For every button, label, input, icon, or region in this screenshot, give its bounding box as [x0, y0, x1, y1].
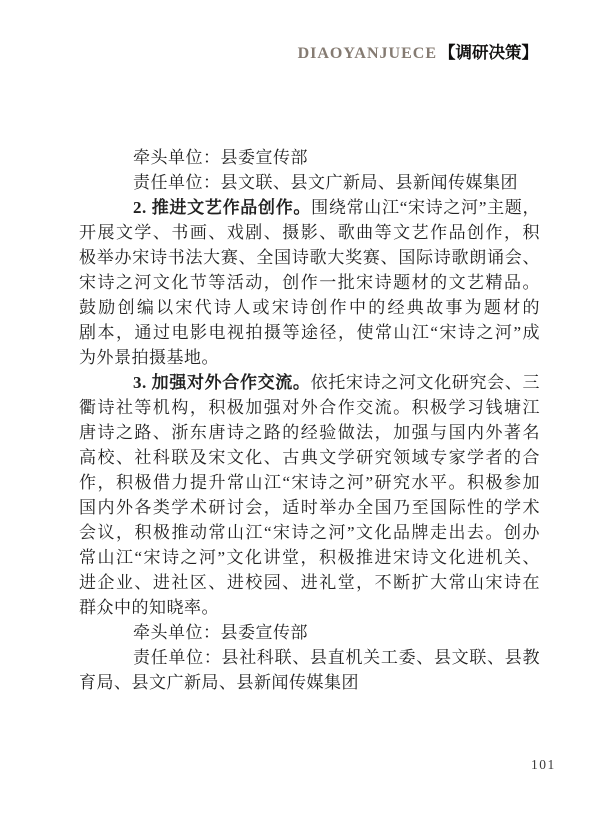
text-line [79, 195, 540, 220]
text-line [79, 295, 540, 320]
text-segment: 剧本，通过电影电视拍摄等途径，使常山江“宋诗之河”成 [79, 323, 540, 342]
text-segment: 唐诗之路、浙东唐诗之路的经验做法，加强与国内外著名 [79, 423, 540, 442]
text-line [79, 545, 540, 570]
bold-lead-in: 3. 加强对外合作交流。 [133, 373, 311, 392]
text-line [79, 245, 540, 270]
text-segment: 国内外各类学术研讨会，适时举办全国乃至国际性的学术 [79, 498, 540, 517]
text-line [79, 470, 540, 495]
text-line [79, 270, 540, 295]
text-line [79, 520, 540, 545]
text-segment: 责任单位：县文联、县文广新局、县新闻传媒集团 [133, 173, 518, 192]
text-segment: 作，积极借力提升常山江“宋诗之河”研究水平。积极参加 [79, 473, 540, 492]
text-segment: 牵头单位：县委宣传部 [133, 623, 308, 642]
text-segment: 会议，积极推动常山江“宋诗之河”文化品牌走出去。创办 [79, 523, 540, 542]
text-segment: 牵头单位：县委宣传部 [133, 148, 308, 167]
text-segment: 育局、县文广新局、县新闻传媒集团 [79, 673, 359, 692]
text-segment: 围绕常山江“宋诗之河”主题， [311, 198, 541, 217]
text-line [79, 595, 540, 620]
text-line [79, 170, 540, 195]
text-segment: 群众中的知晓率。 [79, 598, 219, 617]
journal-name-cjk: 【调研决策】 [439, 43, 538, 62]
text-segment: 依托宋诗之河文化研究会、三 [310, 373, 541, 392]
text-line [79, 495, 540, 520]
text-segment: 责任单位：县社科联、县直机关工委、县文联、县教 [133, 648, 540, 667]
text-line [79, 420, 540, 445]
text-line [79, 395, 540, 420]
page-number: 101 [531, 757, 556, 772]
text-segment: 极举办宋诗书法大赛、全国诗歌大奖赛、国际诗歌朗诵会、 [79, 248, 540, 267]
text-segment: 常山江“宋诗之河”文化讲堂，积极推进宋诗文化进机关、 [79, 548, 540, 567]
text-line [79, 145, 540, 170]
text-line [79, 570, 540, 595]
text-segment: 高校、社科联及宋文化、古典文学研究领域专家学者的合 [79, 448, 540, 467]
text-segment: 进企业、进社区、进校园、进礼堂，不断扩大常山宋诗在 [79, 573, 540, 592]
text-line [79, 445, 540, 470]
text-segment: 开展文学、书画、戏剧、摄影、歌曲等文艺作品创作，积 [79, 223, 540, 242]
text-line [79, 620, 540, 645]
text-line [79, 670, 540, 695]
text-line [79, 320, 540, 345]
bold-lead-in: 2. 推进文艺作品创作。 [133, 198, 312, 217]
text-segment: 鼓励创编以宋代诗人或宋诗创作中的经典故事为题材的 [79, 298, 540, 317]
page-header [298, 43, 538, 64]
text-line [79, 220, 540, 245]
body-text [79, 145, 540, 695]
text-segment: 为外景拍摄基地。 [79, 348, 219, 367]
text-line [79, 645, 540, 670]
journal-name-latin: DIAOYANJUECE [297, 45, 437, 62]
text-line [79, 370, 540, 395]
text-segment: 宋诗之河文化节等活动，创作一批宋诗题材的文艺精品。 [79, 273, 540, 292]
text-line [79, 345, 540, 370]
text-segment: 衢诗社等机构，积极加强对外合作交流。积极学习钱塘江 [79, 398, 540, 417]
